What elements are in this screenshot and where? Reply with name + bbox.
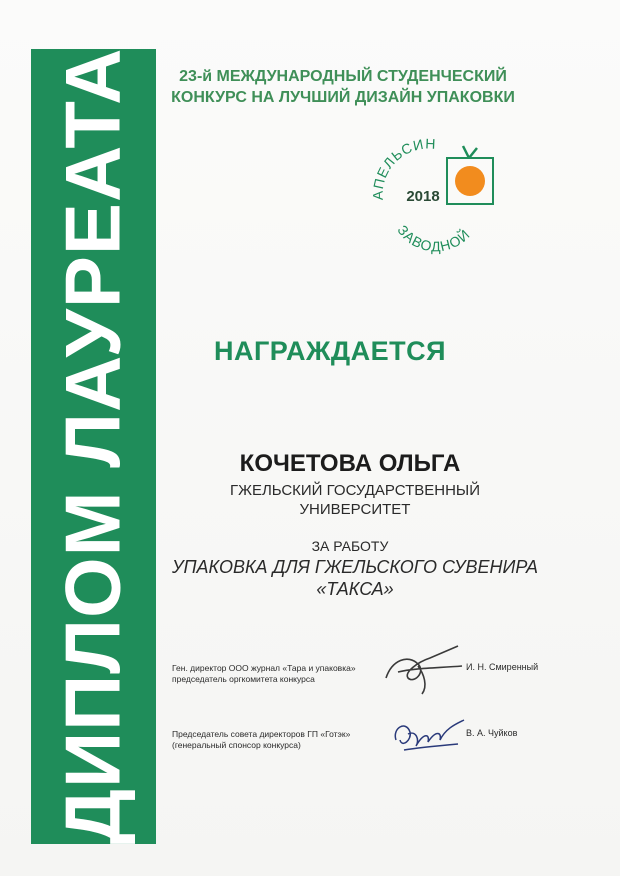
awarded-heading: НАГРАЖДАЕТСЯ bbox=[214, 336, 446, 366]
university-line1: ГЖЕЛЬСКИЙ ГОСУДАРСТВЕННЫЙ bbox=[229, 482, 480, 499]
signatory-1-role-line1: Ген. директор ООО журнал «Тара и упаковка» bbox=[172, 663, 356, 673]
logo-arc-top-text: АПЕЛЬСИН bbox=[369, 135, 437, 201]
recipient-name: КОЧЕТОВА ОЛЬГА bbox=[239, 450, 461, 477]
work-title bbox=[140, 556, 570, 600]
leaf-icon bbox=[463, 146, 477, 158]
logo-year: 2018 bbox=[406, 188, 440, 205]
signatory-1-role-line2: председатель оргкомитета конкурса bbox=[172, 674, 315, 684]
signatory-1-name: И. Н. Смиренный bbox=[466, 662, 539, 672]
signatory-2-role bbox=[172, 729, 387, 751]
contest-title bbox=[158, 66, 528, 108]
university-name bbox=[175, 481, 535, 519]
orange-fruit-icon bbox=[455, 166, 485, 196]
signatory-2-name: В. А. Чуйков bbox=[466, 728, 518, 738]
signatory-2-role-line2: (генеральный спонсор конкурса) bbox=[172, 740, 301, 750]
orange-logo bbox=[365, 130, 505, 260]
work-title-line1: УПАКОВКА ДЛЯ ГЖЕЛЬСКОГО СУВЕНИРА bbox=[171, 557, 538, 577]
for-work-label: ЗА РАБОТУ bbox=[311, 538, 389, 554]
signature-2 bbox=[386, 710, 470, 760]
signature-1 bbox=[378, 638, 468, 698]
diploma-vertical-title: ДИПЛОМ ЛАУРЕАТА bbox=[48, 47, 137, 845]
contest-title-line2: КОНКУРС НА ЛУЧШИЙ ДИЗАЙН УПАКОВКИ bbox=[171, 89, 515, 106]
signatory-1-role bbox=[172, 663, 387, 685]
signatory-2-role-line1: Председатель совета директоров ГП «Готэк» bbox=[172, 729, 351, 739]
university-line2: УНИВЕРСИТЕТ bbox=[299, 501, 411, 518]
work-title-line2: «ТАКСА» bbox=[316, 579, 394, 599]
contest-title-line1: 23-й МЕЖДУНАРОДНЫЙ СТУДЕНЧЕСКИЙ bbox=[179, 68, 507, 85]
logo-arc-bottom-text: ЗАВОДНОЙ bbox=[394, 222, 474, 255]
